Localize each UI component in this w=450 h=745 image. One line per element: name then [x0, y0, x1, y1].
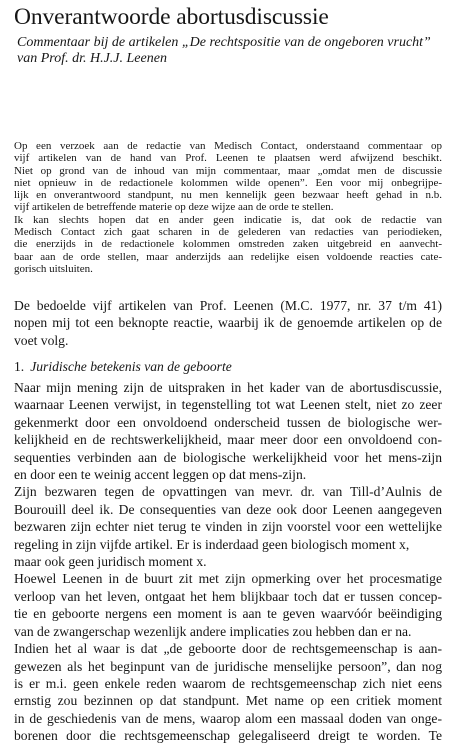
body-line: Hoewel Leenen in de buurt zit met zijn opmerking over het procesmatige [14, 571, 442, 587]
body-line: ernstig zou bezinnen op dat standpunt. Met name op een critiek moment [14, 693, 442, 709]
paragraph-line: De bedoelde vijf artikelen van Prof. Leenen (M.C. 1977, nr. 37 t/m 41) [14, 298, 442, 313]
section-heading [14, 358, 232, 375]
intro-line: niet opnieuw in de redactionele kolommen wilde openen”. Een voor mij onbegrijpe- [14, 176, 442, 189]
article-subtitle [17, 35, 442, 67]
intro-line: die enerzijds in de redactionele kolommen omstreden zaken uitgebreid en aanvecht- [14, 238, 442, 251]
body-line: Zijn bezwaren tegen de opvattingen van mevr. dr. van Till-d’Aulnis de [14, 484, 442, 500]
body-line: tie en geboorte nergens een moment is aan te geven waarvóór beëindiging [14, 606, 442, 622]
article-page [14, 4, 442, 744]
intro-line: baar aan de orde stellen, maar anderzijds aan redelijke eisen voldoende reacties cate- [14, 250, 442, 263]
body-line: gekenmerkt door een onvoldoend onderscheid tussen de biologische wer- [14, 414, 442, 430]
intro-line: Ik kan slechts hopen dat en ander geen indicatie is, dat ook de redactie van [14, 213, 442, 226]
section-body [14, 379, 442, 745]
section-title: Juridische betekenis van de geboorte [30, 359, 232, 374]
body-line: is er m.i. geen enkele reden waarom de rechtsgemeenschap zich niet eens [14, 675, 442, 691]
opening-paragraph [14, 297, 442, 349]
intro-line: Medisch Contact zich gaat scharen in de gelederen van redacties van periodieken, [14, 226, 442, 239]
paragraph-line: nopen mij tot een beknopte reactie, waarbij ik de genoemde artikelen op de [14, 315, 442, 331]
body-line: regeling in zijn vijfde artikel. Er is inderdaad geen biologisch moment x, [14, 536, 410, 552]
subtitle-line: van Prof. dr. H.J.J. Leenen [17, 51, 167, 66]
section-number: 1. [14, 359, 25, 374]
intro-line: Niet op grond van de inhoud van mijn commentaar, maar „omdat men de discussie [14, 164, 442, 177]
body-line: verloop van het leven, ontgaat het hem blijkbaar toch dat er tussen concep- [14, 588, 442, 604]
body-line: waarnaar Leenen verwijst, in tegenstelling tot wat Leenen stelt, niet zo zeer [14, 397, 442, 413]
intro-line: vijf artikelen van de hand van Prof. Leenen te plaatsen werd afwijzend beschikt. [14, 152, 442, 165]
editorial-intro [14, 140, 442, 275]
intro-line: lijk en onverantwoord standpunt, nu men kennelijk geen bezwaar heeft gehad in n.b. [14, 189, 442, 202]
body-line: kelijkheid en de rechtswerkelijkheid, maar meer door een onvoldoend con- [14, 432, 442, 448]
body-line: gewezen als het beginpunt van de juridische menselijke persoon”, dan nog [14, 658, 442, 674]
paragraph-line: voet volg. [14, 332, 69, 348]
body-line: Naar mijn mening zijn de uitspraken in het kader van de abortusdiscussie, [14, 380, 442, 395]
intro-line: gorisch uitsluiten. [14, 262, 93, 275]
body-line: in de geschiedenis van de mens, waarop alom een massaal doden van onge- [14, 710, 442, 726]
body-line: bezwaren zijn echter niet terug te vinden in zijn voorstel voor een wettelijke [14, 519, 442, 535]
body-line: Indien het al waar is dat „de geboorte door de rechtsgemeenschap is aan- [14, 641, 442, 657]
intro-line: vijf artikelen de betreffende materie op deze wijze aan de orde te stellen. [14, 201, 334, 214]
body-line: en door een te weinig accent leggen op dat mens-zijn. [14, 467, 307, 483]
body-line: maar ook geen juridisch moment x. [14, 554, 207, 570]
body-line: sequenties verbinden aan de biologische werkelijkheid voor het mens-zijn [14, 449, 442, 465]
intro-line: Op een verzoek aan de redactie van Medisch Contact, onderstaand commentaar op [14, 140, 442, 152]
body-line: borenen door die rechtsgemeenschap gelegaliseerd dreigt te worden. Te [14, 728, 442, 744]
article-title: Onverantwoorde abortusdiscussie [14, 4, 329, 30]
body-line: van de zwangerschap wezenlijk andere implicaties zou hebben dan er na. [14, 623, 412, 639]
subtitle-line: Commentaar bij de artikelen „De rechtspositie van de ongeboren vrucht” [17, 35, 431, 50]
body-line: Bourouill deel ik. De consequenties van deze ook door Leenen aangegeven [14, 501, 442, 517]
